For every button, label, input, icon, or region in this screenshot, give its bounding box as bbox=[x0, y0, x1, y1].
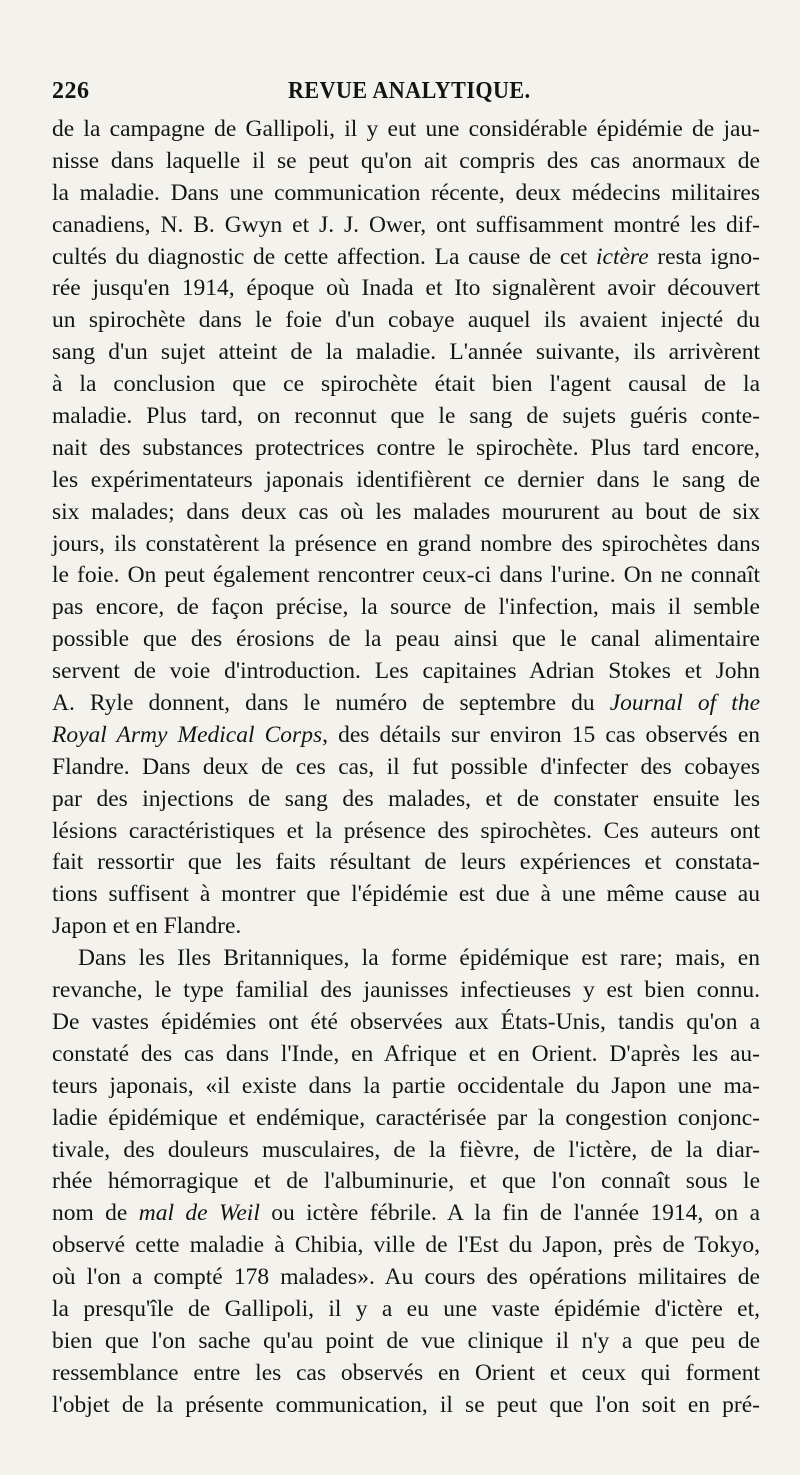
text-line: servent de voie d'introduction. Les capitaines Adrian Stokes et John bbox=[52, 658, 760, 685]
text-line: nait des substances protectrices contre le spirochète. Plus tard encore, bbox=[52, 434, 760, 461]
text-line: cultés du diagnostic de cette affection. La cause de cet ictère resta igno- bbox=[52, 243, 761, 270]
text-line: la maladie. Dans une communication récente, deux médecins militaires bbox=[52, 179, 760, 206]
text-line: maladie. Plus tard, on reconnut que le sang de sujets guéris conte- bbox=[52, 403, 760, 430]
text-line: Dans les Iles Britanniques, la forme épidémique est rare; mais, en bbox=[78, 945, 760, 972]
text-line: ressemblance entre les cas observés en Orient et ceux qui forment bbox=[52, 1359, 760, 1386]
paragraph-1 bbox=[52, 114, 760, 943]
text-line: à la conclusion que ce spirochète était bien l'agent causal de la bbox=[52, 371, 760, 398]
text-line: fait ressortir que les faits résultant de leurs expériences et constata- bbox=[52, 849, 760, 876]
text-line: lésions caractéristiques et la présence des spirochètes. Ces auteurs ont bbox=[52, 817, 760, 844]
text-line: bien que l'on sache qu'au point de vue clinique il n'y a que peu de bbox=[52, 1327, 760, 1354]
text-line: les expérimentateurs japonais identifièrent ce dernier dans le sang de bbox=[52, 466, 760, 493]
text-line: rée jusqu'en 1914, époque où Inada et Ito signalèrent avoir découvert bbox=[52, 275, 760, 302]
text-line: rhée hémorragique et de l'albuminurie, et que l'on connaît sous le bbox=[52, 1168, 760, 1195]
text-line: Royal Army Medical Corps, des détails sur environ 15 cas observés en bbox=[52, 721, 760, 748]
text-line: constaté des cas dans l'Inde, en Afrique et en Orient. D'après les au- bbox=[52, 1040, 760, 1067]
text-line: canadiens, N. B. Gwyn et J. J. Ower, ont suffisamment montré les dif- bbox=[52, 211, 760, 238]
text-line: A. Ryle donnent, dans le numéro de septembre du Journal of the bbox=[52, 690, 761, 717]
text-line: nom de mal de Weil ou ictère fébrile. A la fin de l'année 1914, on a bbox=[52, 1200, 761, 1227]
text-line: sang d'un sujet atteint de la maladie. L'année suivante, ils arrivèrent bbox=[52, 339, 760, 366]
text-line: observé cette maladie à Chibia, ville de l'Est du Japon, près de Tokyo, bbox=[52, 1232, 760, 1259]
body-text bbox=[52, 114, 760, 1422]
text-line: la presqu'île de Gallipoli, il y a eu une vaste épidémie d'ictère et, bbox=[52, 1295, 760, 1322]
text-line: jours, ils constatèrent la présence en grand nombre des spirochètes dans bbox=[52, 530, 760, 557]
paragraph-2 bbox=[52, 943, 760, 1421]
text-line: Flandre. Dans deux de ces cas, il fut possible d'infecter des cobayes bbox=[52, 753, 760, 780]
page-number: 226 bbox=[52, 78, 90, 104]
text-line: un spirochète dans le foie d'un cobaye auquel ils avaient injecté du bbox=[52, 307, 760, 334]
text-line: pas encore, de façon précise, la source de l'infection, mais il semble bbox=[52, 594, 760, 621]
text-line: de la campagne de Gallipoli, il y eut une considérable épidémie de jau- bbox=[52, 116, 760, 142]
text-line: six malades; dans deux cas où les malades moururent au bout de six bbox=[52, 498, 760, 525]
text-line: par des injections de sang des malades, et de constater ensuite les bbox=[52, 785, 760, 812]
text-line: teurs japonais, «il existe dans la partie occidentale du Japon une ma- bbox=[52, 1072, 760, 1099]
text-line: tions suffisent à montrer que l'épidémie est due à une même cause au bbox=[52, 881, 760, 908]
text-line: Japon et en Flandre. bbox=[52, 913, 242, 940]
text-line: revanche, le type familial des jaunisses infectieuses y est bien connu. bbox=[52, 977, 760, 1004]
text-line: nisse dans laquelle il se peut qu'on ait compris des cas anormaux de bbox=[52, 147, 760, 174]
text-line: où l'on a compté 178 malades». Au cours des opérations militaires de bbox=[52, 1264, 760, 1291]
text-line: le foie. On peut également rencontrer ceux-ci dans l'urine. On ne connaît bbox=[52, 562, 760, 589]
header-title: REVUE ANALYTIQUE. bbox=[288, 78, 531, 104]
text-line: l'objet de la présente communication, il se peut que l'on soit en pré- bbox=[52, 1391, 760, 1418]
text-line: tivale, des douleurs musculaires, de la fièvre, de l'ictère, de la diar- bbox=[52, 1136, 760, 1163]
text-line: possible que des érosions de la peau ainsi que le canal alimentaire bbox=[52, 626, 760, 653]
text-line: ladie épidémique et endémique, caractérisée par la congestion conjonc- bbox=[52, 1104, 760, 1131]
text-line: De vastes épidémies ont été observées aux États-Unis, tandis qu'on a bbox=[52, 1008, 760, 1035]
running-head bbox=[52, 78, 760, 112]
